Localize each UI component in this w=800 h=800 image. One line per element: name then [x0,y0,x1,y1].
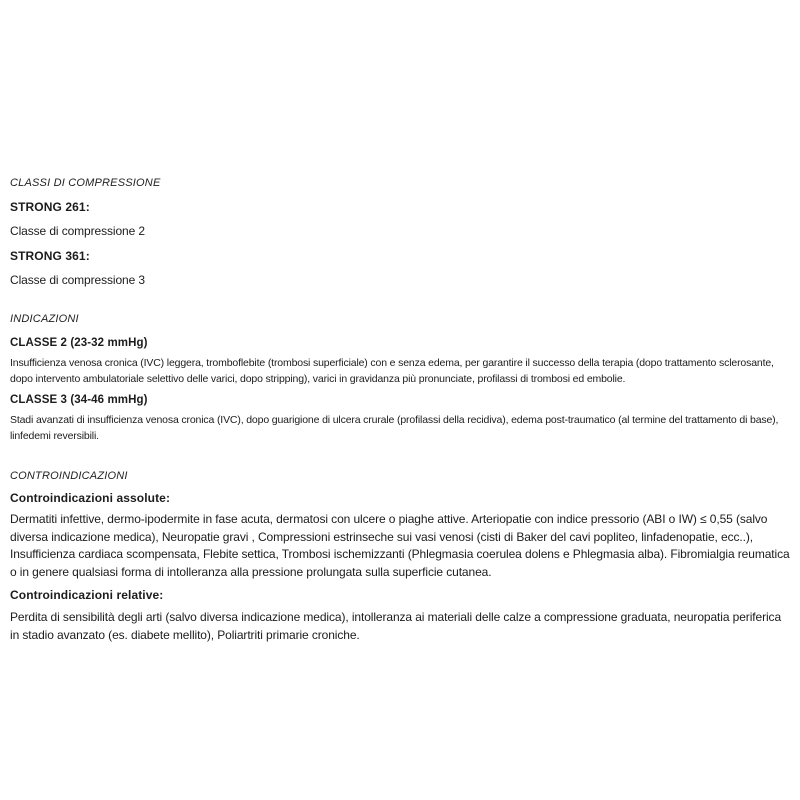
class-3-heading: CLASSE 3 (34-46 mmHg) [10,394,148,406]
strong-361-label: STRONG 361: [10,248,90,263]
absolute-contraindications-paragraph: Dermatiti infettive, dermo-ipodermite in fase acuta, dermatosi con ulcere o piaghe attive. Arteriopatie con indice pressorio (ABI o IW) ≤ 0,55 (salvo diversa indicazione medica), Neuropatie gravi , Compressioni estrinseche sui vasi venosi (cisti di Baker del cavi popliteo, linfadenopatie, ecc..), Insufficienza cardiaca scompensata, Flebite settica, Trombosi ischemizzanti (Phlegmasia coerulea dolens e Phlegmasia alba). Fibromialgia reumatica o in genere qualsiasi forma di intolleranza alla pressione prolungata sulla superficie cutanea. [10,512,790,579]
section-heading-indications: INDICAZIONI [10,313,79,325]
section-heading-contraindications: CONTROINDICAZIONI [10,470,128,482]
strong-261-label: STRONG 261: [10,200,90,214]
class-2-paragraph: Insufficienza venosa cronica (IVC) leggera, tromboflebite (trombosi superficiale) con e senza edema, per garantire il successo della terapia (dopo trattamento sclerosante, dopo intervento ambulatoriale selettivo delle varici, dopo stripping), varici in gravidanza più pronunciate, profilassi di trombosi ed embolie. [10,357,774,385]
relative-contraindications-heading: Controindicazioni relative: [10,588,164,602]
section-heading-compression-classes: CLASSI DI COMPRESSIONE [10,177,161,189]
document-content [10,177,790,644]
strong-361-value: Classe di compressione 3 [10,272,145,287]
class-2-heading: CLASSE 2 (23-32 mmHg) [10,337,148,349]
absolute-contraindications-heading: Controindicazioni assolute: [10,491,171,505]
relative-contraindications-paragraph: Perdita di sensibilità degli arti (salvo diversa indicazione medica), intolleranza ai materiali delle calze a compressione graduata, neuropatia periferica in stadio avanzato (es. diabete mellito), Poliartriti primarie croniche. [10,610,782,642]
strong-261-value: Classe di compressione 2 [10,224,145,238]
class-3-paragraph: Stadi avanzati di insufficienza venosa cronica (IVC), dopo guarigione di ulcera crurale (profilassi della recidiva), edema post-traumatico (al termine del trattamento di base), linfedemi reversibili. [10,414,779,442]
